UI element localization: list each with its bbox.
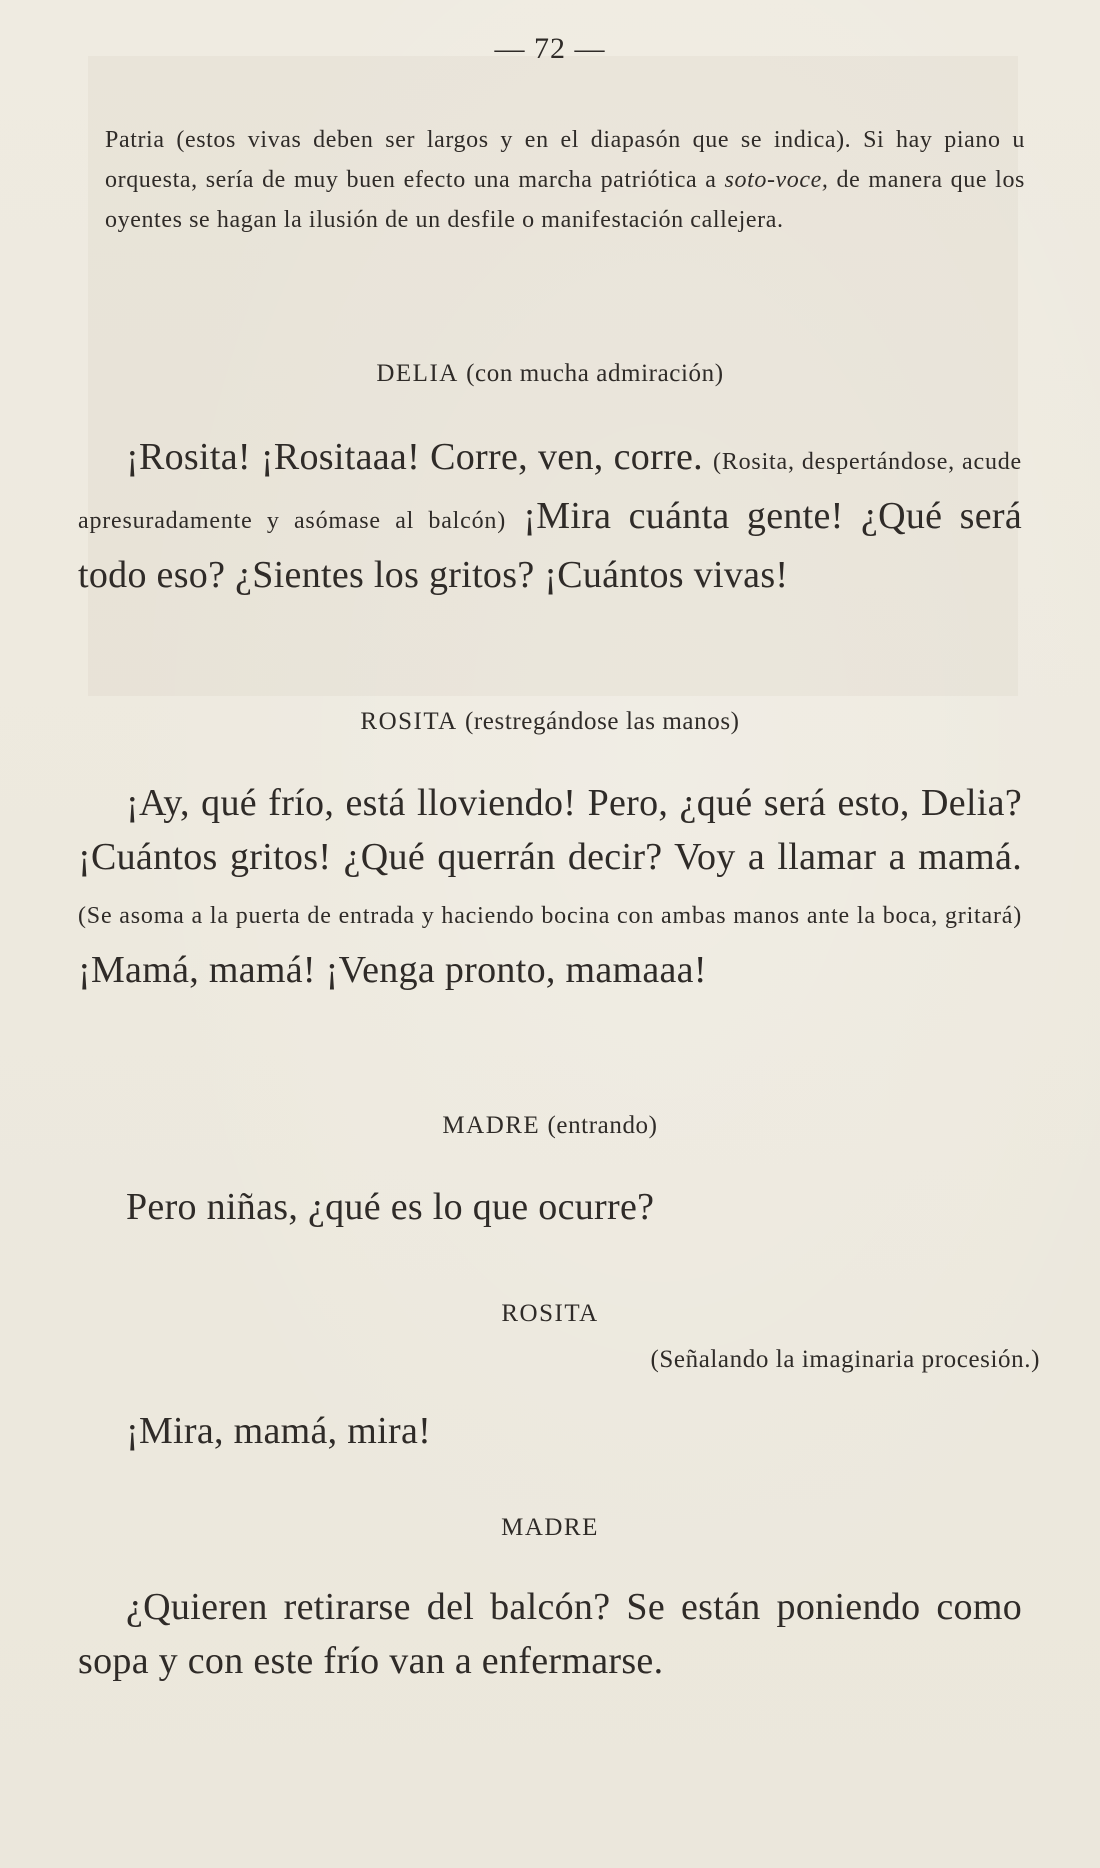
inline-stage-direction: (Se asoma a la puerta de entrada y haciendo bocina con ambas manos ante la boca, gritará) bbox=[78, 903, 1022, 929]
speaker-direction: (con mucha admiración) bbox=[466, 360, 724, 387]
speaker-direction: (restregándose las manos) bbox=[464, 708, 740, 735]
dialogue-text: ¡Ay, qué frío, está lloviendo! Pero, ¿qué será esto, Delia? ¡Cuántos gritos! ¿Qué querrán decir? Voy a llamar a mamá. bbox=[78, 782, 1022, 878]
speaker-name: ROSITA bbox=[501, 1300, 599, 1327]
stage-direction-text: Patria (estos vivas deben ser largos y en el diapasón que se indica). Si hay piano u orquesta, sería de muy buen efecto una marcha patriótica a bbox=[105, 127, 1025, 193]
stage-direction-italic: soto-voce, bbox=[724, 167, 829, 193]
speaker-heading-rosita-2 bbox=[0, 1300, 1100, 1328]
speaker-direction-right: (Señalando la imaginaria procesión.) bbox=[650, 1346, 1040, 1373]
inline-stage-direction: (Rosita, despertándose, acude apresuradamente y asómase al balcón) bbox=[78, 449, 1022, 534]
dialogue-madre-2: ¿Quieren retirarse del balcón? Se están poniendo como sopa y con este frío van a enfermarse. bbox=[78, 1586, 1022, 1682]
speaker-name: ROSITA bbox=[360, 708, 458, 735]
dialogue-madre: Pero niñas, ¿qué es lo que ocurre? bbox=[126, 1186, 655, 1228]
stage-direction-paragraph bbox=[105, 120, 1025, 240]
speaker-heading-rosita bbox=[0, 708, 1100, 736]
dialogue-rosita-2: ¡Mira, mamá, mira! bbox=[126, 1410, 432, 1452]
speaker-heading-madre bbox=[0, 1112, 1100, 1140]
speaker-heading-delia bbox=[0, 360, 1100, 388]
dialogue-text: ¡Mamá, mamá! ¡Venga pronto, mamaaa! bbox=[78, 949, 707, 991]
speaker-name: MADRE bbox=[501, 1514, 599, 1541]
speaker-name: MADRE bbox=[442, 1112, 541, 1139]
page-number: — 72 — bbox=[494, 32, 606, 65]
stage-direction-text-end: de manera que los oyentes se hagan la ilusión de un desfile o manifestación callejera. bbox=[105, 167, 1025, 233]
speaker-name: DELIA bbox=[376, 360, 459, 387]
dialogue-rosita bbox=[78, 776, 1022, 997]
dialogue-delia bbox=[78, 430, 1022, 602]
dialogue-text: ¡Mira cuánta gente! ¿Qué será todo eso? ¿Sientes los gritos? ¡Cuántos vivas! bbox=[78, 495, 1022, 596]
speaker-heading-madre-2 bbox=[0, 1514, 1100, 1542]
speaker-direction: (entrando) bbox=[547, 1112, 658, 1139]
dialogue-text: ¡Rosita! ¡Rositaaa! Corre, ven, corre. bbox=[126, 436, 714, 478]
